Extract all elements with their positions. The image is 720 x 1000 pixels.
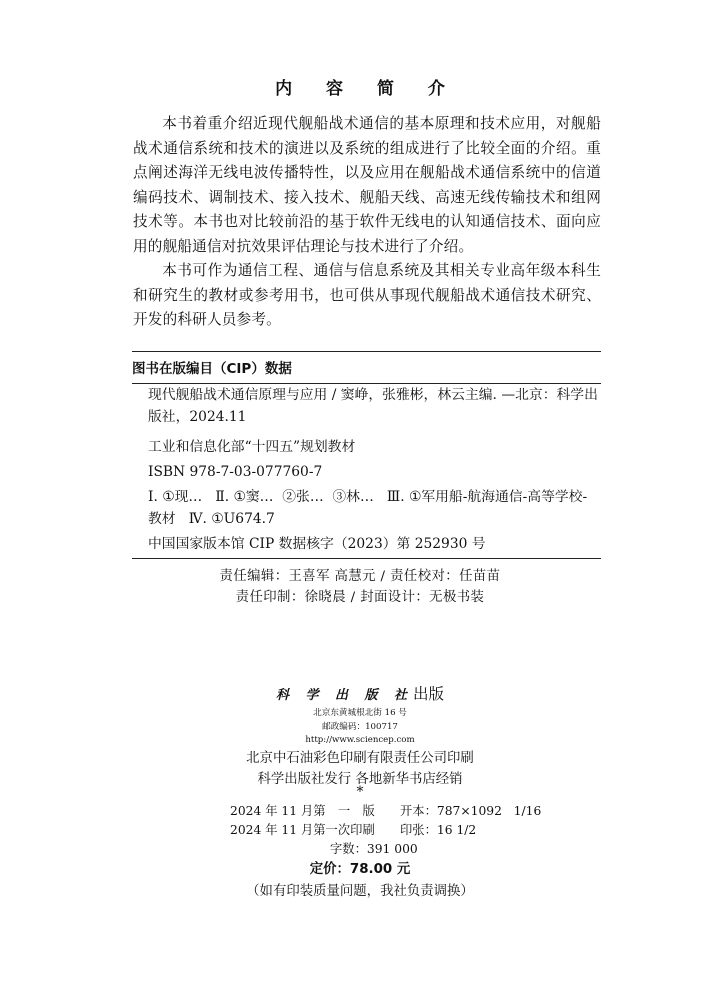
wordcount-info: 字数：391 000 (330, 842, 418, 856)
quality-notice: （如有印装质量问题，我社负责调换） (246, 884, 474, 899)
publisher-name (0, 683, 720, 707)
printing-info: 2024 年 11 月第一次印刷 (230, 823, 375, 837)
distribution: 科学出版社发行 各地新华书店经销 (257, 771, 463, 787)
printer: 北京中石油彩色印刷有限责任公司印刷 (246, 750, 474, 766)
section-star: * (356, 784, 364, 800)
cip-subjects: Ⅰ. ①现… Ⅱ. ①窦… ②张… ③林… Ⅲ. ①军用船-航海通信-高等学校-教材 Ⅳ. ①U674.7 (148, 489, 588, 527)
credits-editors: 责任编辑：王喜军 高慧元 / 责任校对：任苗苗 (219, 569, 501, 584)
intro-body (133, 112, 601, 333)
publisher-postcode: 邮政编码：100717 (322, 721, 398, 732)
cip-top-rule (132, 351, 601, 352)
publisher-logo-text: 科 学 出 版 社 (275, 688, 414, 703)
cip-series: 工业和信息化部“十四五”规划教材 (148, 439, 356, 455)
credits (0, 566, 720, 608)
cip-record: 中国国家版本馆 CIP 数据核字（2023）第 252930 号 (148, 536, 486, 552)
print-specs (0, 802, 720, 859)
sheets-info: 印张：16 1/2 (400, 823, 477, 837)
publisher-address: 北京东黄城根北街 16 号 (313, 708, 407, 718)
intro-paragraph-1: 本书着重介绍近现代舰船战术通信的基本原理和技术应用，对舰船战术通信系统和技术的演进以及系统的组成进行了比较全面的介绍。重点阐述海洋无线电波传播特性，以及应用在舰船战术通信系统中的信道编码技术、调制技术、接入技术、舰船天线、高速无线传输技术和组网技术等。本书也对比较前沿的基于软件无线电的认知通信技术、面向应用的舰船通信对抗效果评估理论与技术进行了介绍。 (133, 115, 601, 255)
publisher-name-suffix: 出版 (413, 685, 445, 703)
cip-bottom-rule (132, 558, 601, 559)
price: 定价：78.00 元 (309, 862, 411, 877)
publisher-block (0, 683, 720, 790)
publisher-url: http://www.sciencep.com (305, 735, 415, 745)
cip-heading (132, 357, 601, 384)
specs-row-1 (0, 802, 720, 821)
cip-isbn: ISBN 978-7-03-077760-7 (148, 464, 323, 480)
specs-row-2 (0, 821, 720, 840)
format-info: 开本：787×1092 1/16 (400, 804, 542, 818)
cip-entry: 现代舰船战术通信原理与应用 / 窦峥，张雅彬，林云主编. —北京：科学出版社，2024.11 (148, 387, 598, 425)
intro-paragraph-2: 本书可作为通信工程、通信与信息系统及其相关专业高年级本科生和研究生的教材或参考用书，也可供从事现代舰船战术通信技术研究、开发的科研人员参考。 (133, 262, 601, 328)
specs-row-3 (0, 840, 720, 859)
edition-info: 2024 年 11 月第 一 版 (230, 804, 375, 818)
credits-production: 责任印制：徐晓晨 / 封面设计：无极书装 (235, 590, 485, 605)
intro-title: 内 容 简 介 (275, 79, 459, 99)
cip-heading-text: 图书在版编目（CIP）数据 (132, 361, 292, 377)
